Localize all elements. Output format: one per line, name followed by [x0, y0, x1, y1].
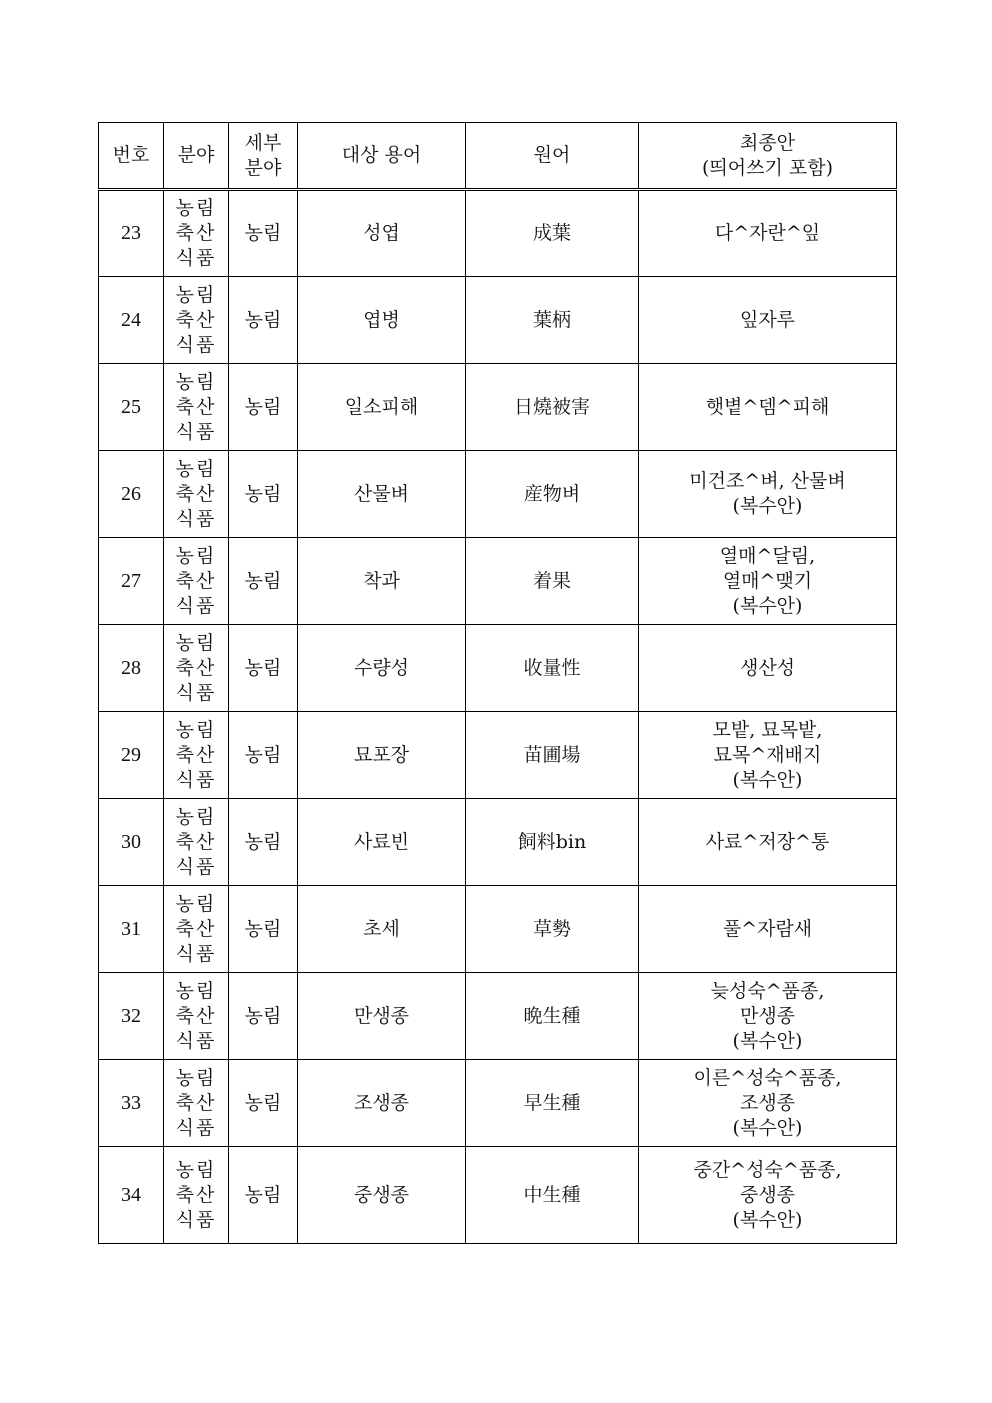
row-target-term: 수량성 [298, 625, 466, 712]
table-row [99, 1060, 897, 1147]
row-field-line: 축산 [175, 1004, 217, 1027]
row-field-line: 농림 [175, 544, 217, 567]
row-final-line: 미건조^벼, 산물벼 [689, 470, 846, 492]
row-field-line: 농림 [175, 283, 217, 306]
row-target-term: 사료빈 [298, 799, 466, 886]
row-field-line: 식품 [175, 1208, 217, 1231]
row-final-line: 햇볕^뎀^피해 [705, 395, 830, 418]
row-subfield: 농림 [229, 538, 298, 625]
row-subfield: 농림 [229, 277, 298, 364]
row-final-proposal [639, 625, 897, 712]
row-final-line: 이른^성숙^품종, [693, 1066, 842, 1089]
table-row [99, 799, 897, 886]
row-number: 31 [99, 886, 164, 973]
row-field-line: 농림 [175, 805, 217, 828]
row-field-line: 축산 [175, 482, 217, 505]
row-field-line: 농림 [175, 979, 217, 1002]
row-number: 28 [99, 625, 164, 712]
table-row [99, 364, 897, 451]
table-row [99, 973, 897, 1060]
row-field-line: 축산 [175, 917, 217, 940]
row-origin-word: 日燒被害 [466, 364, 639, 451]
header-final-line1: 최종안 [739, 131, 796, 154]
terms-table [98, 122, 897, 1244]
row-subfield: 농림 [229, 886, 298, 973]
row-subfield: 농림 [229, 625, 298, 712]
row-number: 27 [99, 538, 164, 625]
row-target-term: 일소피해 [298, 364, 466, 451]
row-field-line: 농림 [175, 718, 217, 741]
row-field [164, 1147, 229, 1244]
table-row [99, 538, 897, 625]
row-final-line: 중생종 [739, 1183, 796, 1206]
row-target-term: 엽병 [298, 277, 466, 364]
row-final-proposal [639, 451, 897, 538]
row-target-term: 중생종 [298, 1147, 466, 1244]
row-subfield: 농림 [229, 451, 298, 538]
row-final-line: (복수안) [732, 495, 803, 517]
row-origin-word: 收量性 [466, 625, 639, 712]
row-target-term: 조생종 [298, 1060, 466, 1147]
row-final-proposal [639, 1060, 897, 1147]
header-target: 대상 용어 [298, 123, 466, 190]
row-origin-word: 中生種 [466, 1147, 639, 1244]
row-final-proposal [639, 277, 897, 364]
row-field-line: 농림 [175, 1158, 217, 1181]
header-final [639, 123, 897, 190]
row-number: 24 [99, 277, 164, 364]
row-subfield: 농림 [229, 799, 298, 886]
row-final-line: (복수안) [732, 1208, 803, 1231]
row-target-term: 착과 [298, 538, 466, 625]
row-field-line: 식품 [175, 768, 217, 791]
row-field-line: 축산 [175, 830, 217, 853]
row-subfield: 농림 [229, 973, 298, 1060]
row-subfield: 농림 [229, 712, 298, 799]
row-field-line: 식품 [175, 507, 217, 530]
row-number: 25 [99, 364, 164, 451]
row-subfield: 농림 [229, 190, 298, 277]
row-final-line: 잎자루 [739, 308, 796, 331]
header-subfield-line2: 분야 [244, 156, 282, 179]
row-origin-word: 苗圃場 [466, 712, 639, 799]
row-field [164, 973, 229, 1060]
row-final-proposal [639, 886, 897, 973]
row-origin-word: 草勢 [466, 886, 639, 973]
row-final-line: (복수안) [732, 594, 803, 617]
table-row [99, 712, 897, 799]
row-target-term: 성엽 [298, 190, 466, 277]
row-field [164, 799, 229, 886]
row-field-line: 농림 [175, 1066, 217, 1089]
row-number: 33 [99, 1060, 164, 1147]
row-field-line: 식품 [175, 333, 217, 356]
table-row [99, 1147, 897, 1244]
row-final-line: (복수안) [732, 1029, 803, 1052]
row-field-line: 식품 [175, 942, 217, 965]
row-final-line: 열매^달림, [719, 544, 816, 567]
row-final-proposal [639, 712, 897, 799]
row-field-line: 축산 [175, 1091, 217, 1114]
row-final-line: 조생종 [739, 1091, 796, 1114]
row-number: 23 [99, 190, 164, 277]
row-origin-word: 早生種 [466, 1060, 639, 1147]
row-field-line: 축산 [175, 1183, 217, 1206]
row-field-line: 식품 [175, 1116, 217, 1139]
row-origin-word: 産物벼 [466, 451, 639, 538]
row-final-line: 열매^맺기 [722, 569, 813, 592]
row-field-line: 농림 [175, 892, 217, 915]
row-field [164, 451, 229, 538]
row-origin-word: 葉柄 [466, 277, 639, 364]
row-final-line: 풀^자람새 [722, 917, 813, 940]
table-row [99, 451, 897, 538]
row-field-line: 농림 [175, 457, 217, 480]
row-final-line: 늦성숙^품종, [710, 979, 825, 1002]
row-final-line: (복수안) [732, 1116, 803, 1139]
row-final-proposal [639, 538, 897, 625]
row-field [164, 886, 229, 973]
row-target-term: 초세 [298, 886, 466, 973]
row-final-proposal [639, 1147, 897, 1244]
row-field-line: 축산 [175, 743, 217, 766]
row-final-proposal [639, 799, 897, 886]
row-field [164, 190, 229, 277]
row-number: 26 [99, 451, 164, 538]
row-field [164, 1060, 229, 1147]
row-final-line: 만생종 [739, 1004, 796, 1027]
row-final-line: 생산성 [739, 656, 796, 679]
header-final-line2: (띄어쓰기 포함) [702, 156, 833, 179]
row-field-line: 농림 [175, 370, 217, 393]
row-final-proposal [639, 364, 897, 451]
row-number: 30 [99, 799, 164, 886]
row-origin-word: 着果 [466, 538, 639, 625]
row-number: 34 [99, 1147, 164, 1244]
row-field-line: 축산 [175, 222, 217, 244]
row-field-line: 축산 [175, 308, 217, 331]
row-field-line: 축산 [175, 569, 217, 592]
row-field-line: 식품 [175, 681, 217, 704]
row-subfield: 농림 [229, 1060, 298, 1147]
table-row [99, 277, 897, 364]
row-final-proposal [639, 973, 897, 1060]
row-field-line: 식품 [175, 594, 217, 617]
header-field: 분야 [164, 123, 229, 190]
header-subfield [229, 123, 298, 190]
row-field-line: 축산 [175, 395, 217, 418]
row-number: 29 [99, 712, 164, 799]
row-final-proposal [639, 190, 897, 277]
header-origin: 원어 [466, 123, 639, 190]
row-field-line: 농림 [175, 197, 217, 219]
row-field-line: 식품 [175, 855, 217, 878]
row-final-line: 사료^저장^통 [705, 830, 830, 853]
header-no: 번호 [99, 123, 164, 190]
row-final-line: 묘목^재배지 [713, 743, 822, 766]
row-final-line: 모밭, 묘목밭, [712, 718, 823, 741]
table-row [99, 625, 897, 712]
row-field-line: 식품 [175, 247, 217, 269]
row-subfield: 농림 [229, 364, 298, 451]
row-origin-word: 晩生種 [466, 973, 639, 1060]
table-body [99, 190, 897, 1244]
table-row [99, 886, 897, 973]
row-field-line: 축산 [175, 656, 217, 679]
header-subfield-line1: 세부 [244, 131, 282, 154]
row-field [164, 277, 229, 364]
row-target-term: 산물벼 [298, 451, 466, 538]
document-page [98, 122, 896, 1244]
table-header [99, 123, 897, 190]
row-target-term: 만생종 [298, 973, 466, 1060]
row-origin-word: 成葉 [466, 190, 639, 277]
row-field-line: 식품 [175, 1029, 217, 1052]
row-number: 32 [99, 973, 164, 1060]
row-field [164, 625, 229, 712]
row-subfield: 농림 [229, 1147, 298, 1244]
row-field-line: 농림 [175, 631, 217, 654]
row-final-line: (복수안) [732, 768, 803, 791]
row-target-term: 묘포장 [298, 712, 466, 799]
row-field [164, 538, 229, 625]
row-origin-word: 飼料bin [466, 799, 639, 886]
row-final-line: 다^자란^잎 [714, 222, 821, 244]
row-final-line: 중간^성숙^품종, [693, 1158, 842, 1181]
table-row [99, 190, 897, 277]
row-field [164, 712, 229, 799]
row-field [164, 364, 229, 451]
row-field-line: 식품 [175, 420, 217, 443]
